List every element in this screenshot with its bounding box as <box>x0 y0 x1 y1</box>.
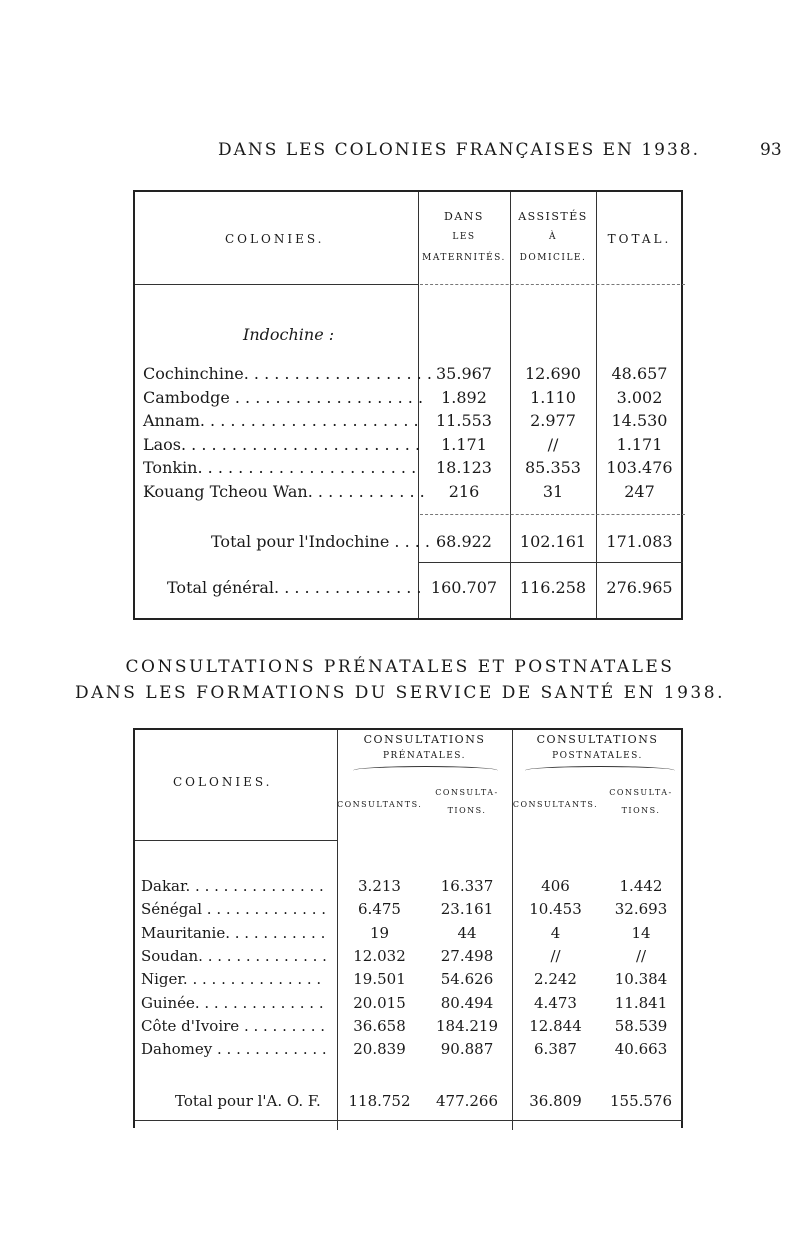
header-group-prenatales: CONSULTATIONS PRÉNATALES. <box>363 733 486 761</box>
row-total: 1.171 <box>616 434 663 454</box>
header-rule <box>135 284 418 285</box>
row-label: Annam. . . . . . . . . . . . . . . . . . . . . . <box>143 411 419 430</box>
row-post-consultations: // <box>635 946 647 965</box>
header-pre-consultations: CONSULTA- TIONS. <box>435 788 499 815</box>
row-total: 247 <box>624 481 655 501</box>
row-post-consultants: 406 <box>541 877 570 895</box>
row-label: Dakar. . . . . . . . . . . . . . . <box>141 877 324 895</box>
row-post-consultations: 1.442 <box>619 877 663 895</box>
row-post-consultants: 4.473 <box>534 993 577 1012</box>
total-post-consultations: 155.576 <box>609 1092 673 1110</box>
total-pre-consultations: 477.266 <box>435 1092 499 1110</box>
header-colonies: COLONIES. <box>225 232 325 246</box>
row-pre-consultations: 27.498 <box>440 946 494 965</box>
row-post-consultations: 40.663 <box>614 1040 668 1059</box>
row-label: Sénégal . . . . . . . . . . . . . <box>141 900 327 919</box>
row-label: Kouang Tcheou Wan. . . . . . . . . . . . <box>143 481 425 501</box>
row-pre-consultations: 184.219 <box>435 1016 499 1035</box>
row-pre-consultants: 20.015 <box>353 993 406 1012</box>
row-label: Dahomey . . . . . . . . . . . . <box>141 1040 327 1059</box>
subtotal-label: Total pour l'Indochine . . . . <box>211 532 431 551</box>
row-pre-consultants: 19.501 <box>353 970 406 989</box>
table-consultations <box>133 728 683 1128</box>
table-births-indochine <box>133 190 683 620</box>
row-maternites: 18.123 <box>436 458 492 477</box>
row-pre-consultations: 54.626 <box>440 970 494 989</box>
row-label: Guinée. . . . . . . . . . . . . . <box>141 993 324 1012</box>
subtotal-domicile: 102.161 <box>519 532 587 551</box>
row-total: 48.657 <box>611 364 668 383</box>
row-label: Cochinchine. . . . . . . . . . . . . . . . . . . <box>143 364 432 383</box>
row-post-consultants: 12.844 <box>529 1016 582 1035</box>
section-title-line1: CONSULTATIONS PRÉNATALES ET POSTNATALES <box>125 657 675 677</box>
row-post-consultations: 58.539 <box>614 1016 668 1035</box>
row-label: Mauritanie. . . . . . . . . . . <box>141 923 326 942</box>
total-post-consultants: 36.809 <box>529 1092 582 1110</box>
subtotal-total: 171.083 <box>606 532 673 551</box>
row-maternites: 216 <box>448 481 480 501</box>
row-pre-consultants: 36.658 <box>353 1016 406 1035</box>
header-post-consultations: CONSULTA- TIONS. <box>609 788 673 815</box>
row-pre-consultants: 6.475 <box>358 900 401 919</box>
header-pre-consultants: CONSULTANTS. <box>337 800 423 809</box>
row-pre-consultants: 3.213 <box>358 877 401 895</box>
row-post-consultants: 10.453 <box>529 900 582 919</box>
row-pre-consultations: 16.337 <box>440 877 494 895</box>
total-rule <box>418 562 683 563</box>
row-pre-consultants: 20.839 <box>353 1040 406 1059</box>
row-domicile: 1.110 <box>530 387 576 407</box>
row-label: Niger. . . . . . . . . . . . . . . <box>141 970 322 989</box>
header-group-postnatales: CONSULTATIONS POSTNATALES. <box>536 733 659 761</box>
row-post-consultations: 14 <box>631 923 651 942</box>
row-domicile: 2.977 <box>530 411 576 430</box>
row-post-consultations: 11.841 <box>614 993 668 1012</box>
row-pre-consultations: 90.887 <box>440 1040 494 1059</box>
header-domicile: ASSISTÉS À DOMICILE. <box>518 210 588 263</box>
subtotal-maternites: 68.922 <box>436 532 492 551</box>
header-rule <box>135 840 337 841</box>
total-pre-consultants: 118.752 <box>348 1092 411 1110</box>
row-post-consultants: // <box>550 946 561 965</box>
group-label-indochine: Indochine : <box>243 325 335 344</box>
row-maternites: 1.892 <box>441 387 487 407</box>
header-post-consultants: CONSULTANTS. <box>512 800 599 809</box>
row-post-consultations: 32.693 <box>614 900 668 919</box>
row-post-consultants: 2.242 <box>534 970 577 989</box>
row-label: Cambodge . . . . . . . . . . . . . . . . . . . <box>143 387 424 407</box>
row-pre-consultants: 12.032 <box>353 946 406 965</box>
grand-total-total: 276.965 <box>606 578 673 597</box>
section-title-line2: DANS LES FORMATIONS DU SERVICE DE SANTÉ EN 1938. <box>75 683 725 703</box>
bottom-rule <box>135 1120 683 1121</box>
row-domicile: // <box>547 434 559 454</box>
brace-prenatales <box>353 766 498 775</box>
page-number: 93 <box>760 140 782 160</box>
row-domicile: 12.690 <box>525 364 581 383</box>
row-pre-consultants: 19 <box>369 923 390 942</box>
row-post-consultants: 4 <box>550 923 561 942</box>
row-total: 3.002 <box>616 387 663 407</box>
row-post-consultants: 6.387 <box>534 1040 577 1059</box>
row-post-consultations: 10.384 <box>614 970 668 989</box>
row-label: Côte d'Ivoire . . . . . . . . . <box>141 1016 326 1035</box>
row-pre-consultations: 23.161 <box>440 900 494 919</box>
row-maternites: 35.967 <box>436 364 492 383</box>
row-domicile: 31 <box>542 481 564 501</box>
header-rule-dashed <box>420 284 685 285</box>
row-domicile: 85.353 <box>525 458 581 477</box>
row-total: 14.530 <box>611 411 668 430</box>
row-label: Laos. . . . . . . . . . . . . . . . . . . . . . . . <box>143 434 421 454</box>
row-total: 103.476 <box>606 458 673 477</box>
subtotal-rule-dashed <box>420 514 685 515</box>
brace-postnatales <box>525 766 675 775</box>
row-pre-consultations: 80.494 <box>440 993 494 1012</box>
row-maternites: 11.553 <box>436 411 492 430</box>
row-label: Tonkin. . . . . . . . . . . . . . . . . . . . . . <box>143 458 417 477</box>
grand-total-maternites: 160.707 <box>430 578 498 597</box>
row-pre-consultations: 44 <box>457 923 477 942</box>
grand-total-domicile: 116.258 <box>519 578 587 597</box>
grand-total-label: Total général. . . . . . . . . . . . . . . <box>167 578 422 597</box>
header-colonies: COLONIES. <box>173 775 273 789</box>
header-total: TOTAL. <box>607 232 672 246</box>
row-label: Soudan. . . . . . . . . . . . . . <box>141 946 327 965</box>
header-maternites: DANS LES MATERNITÉS. <box>422 210 506 263</box>
total-aof-label: Total pour l'A. O. F. <box>175 1092 321 1110</box>
running-header-title: DANS LES COLONIES FRANÇAISES EN 1938. <box>218 140 701 160</box>
row-maternites: 1.171 <box>441 434 487 454</box>
running-header <box>0 140 800 170</box>
